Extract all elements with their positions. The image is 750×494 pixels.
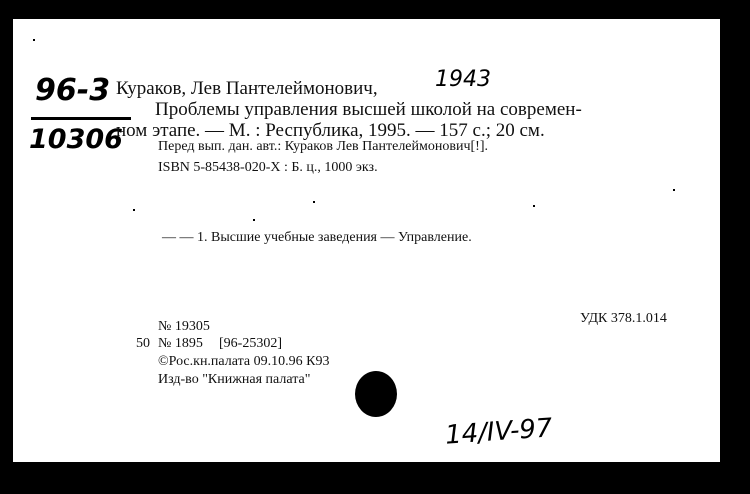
shelfmark-bottom: 10306 <box>29 124 123 155</box>
catalog-card <box>13 19 720 462</box>
record-number-2-bracket: [96-25302] <box>219 336 282 351</box>
author-year-handwritten: 1943 <box>435 67 491 92</box>
record-number-2-prefix: 50 <box>136 336 150 351</box>
card-punch-hole <box>355 371 397 417</box>
scan-speck <box>533 205 535 207</box>
chamber-line: ©Рос.кн.палата 09.10.96 К93 <box>158 354 330 369</box>
publisher-line: Изд-во "Книжная палата" <box>158 372 311 387</box>
handwritten-date: 14/IV-97 <box>444 413 554 451</box>
scan-speck <box>33 39 35 41</box>
udc-code: УДК 378.1.014 <box>580 311 667 326</box>
scan-speck <box>253 219 255 221</box>
scan-speck <box>313 201 315 203</box>
title-line-1: Проблемы управления высшей школой на современ- <box>155 99 582 120</box>
subject-line: — — 1. Высшие учебные заведения — Управление. <box>162 230 472 245</box>
scan-speck <box>133 209 135 211</box>
record-number-1: № 19305 <box>158 319 210 334</box>
shelfmark-top: 96-3 <box>35 73 111 108</box>
title-line-2: ном этапе. — М. : Республика, 1995. — 157 с.; 20 см. <box>116 120 545 141</box>
author-heading: Кураков, Лев Пантелеймонович, <box>116 78 378 99</box>
scan-speck <box>673 189 675 191</box>
record-number-2: № 1895 <box>158 336 203 351</box>
author-note: Перед вып. дан. авт.: Кураков Лев Пантелеймонович[!]. <box>158 139 488 154</box>
isbn-line: ISBN 5-85438-020-X : Б. ц., 1000 экз. <box>158 160 378 175</box>
